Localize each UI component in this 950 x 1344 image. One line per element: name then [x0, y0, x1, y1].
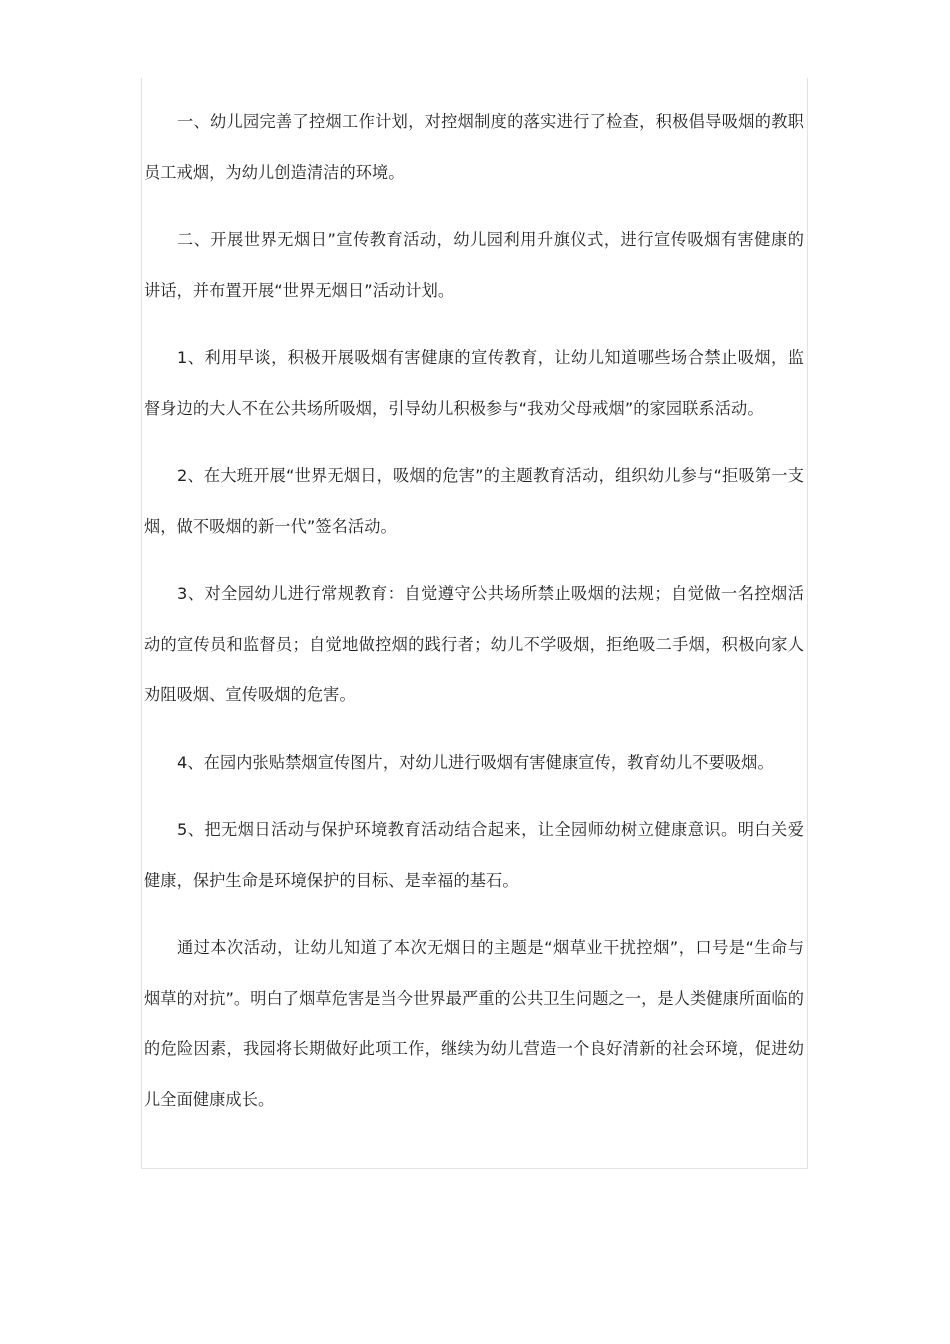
paragraph-item-1: 1、利用早谈，积极开展吸烟有害健康的宣传教育，让幼儿知道哪些场合禁止吸烟，监督身边的大人不在公共场所吸烟，引导幼儿积极参与“我劝父母戒烟”的家园联系活动。 [144, 348, 804, 418]
paragraph-item-3: 3、对全园幼儿进行常规教育：自觉遵守公共场所禁止吸烟的法规；自觉做一名控烟活动的宣传员和监督员；自觉地做控烟的践行者；幼儿不学吸烟，拒绝吸二手烟，积极向家人劝阻吸烟、宣传吸烟的危害。 [144, 584, 804, 704]
paragraph-section-one: 一、幼儿园完善了控烟工作计划，对控烟制度的落实进行了检查，积极倡导吸烟的教职员工戒烟，为幼儿创造清洁的环境。 [144, 112, 804, 182]
paragraph-item-4: 4、在园内张贴禁烟宣传图片，对幼儿进行吸烟有害健康宣传，教育幼儿不要吸烟。 [177, 752, 774, 772]
paragraph-item-2: 2、在大班开展“世界无烟日，吸烟的危害”的主题教育活动，组织幼儿参与“拒吸第一支烟，做不吸烟的新一代”签名活动。 [144, 466, 804, 536]
paragraph-section-two: 二、开展世界无烟日”宣传教育活动，幼儿园利用升旗仪式，进行宣传吸烟有害健康的讲话，并布置开展“世界无烟日”活动计划。 [144, 230, 804, 300]
document-body [144, 97, 804, 1142]
paragraph-item-5: 5、把无烟日活动与保护环境教育活动结合起来，让全园师幼树立健康意识。明白关爱健康，保护生命是环境保护的目标、是幸福的基石。 [144, 820, 804, 890]
paragraph-conclusion: 通过本次活动，让幼儿知道了本次无烟日的主题是“烟草业干扰控烟”，口号是“生命与烟草的对抗”。明白了烟草危害是当今世界最严重的公共卫生问题之一，是人类健康所面临的的危险因素，我园将长期做好此项工作，继续为幼儿营造一个良好清新的社会环境，促进幼儿全面健康成长。 [144, 938, 804, 1109]
